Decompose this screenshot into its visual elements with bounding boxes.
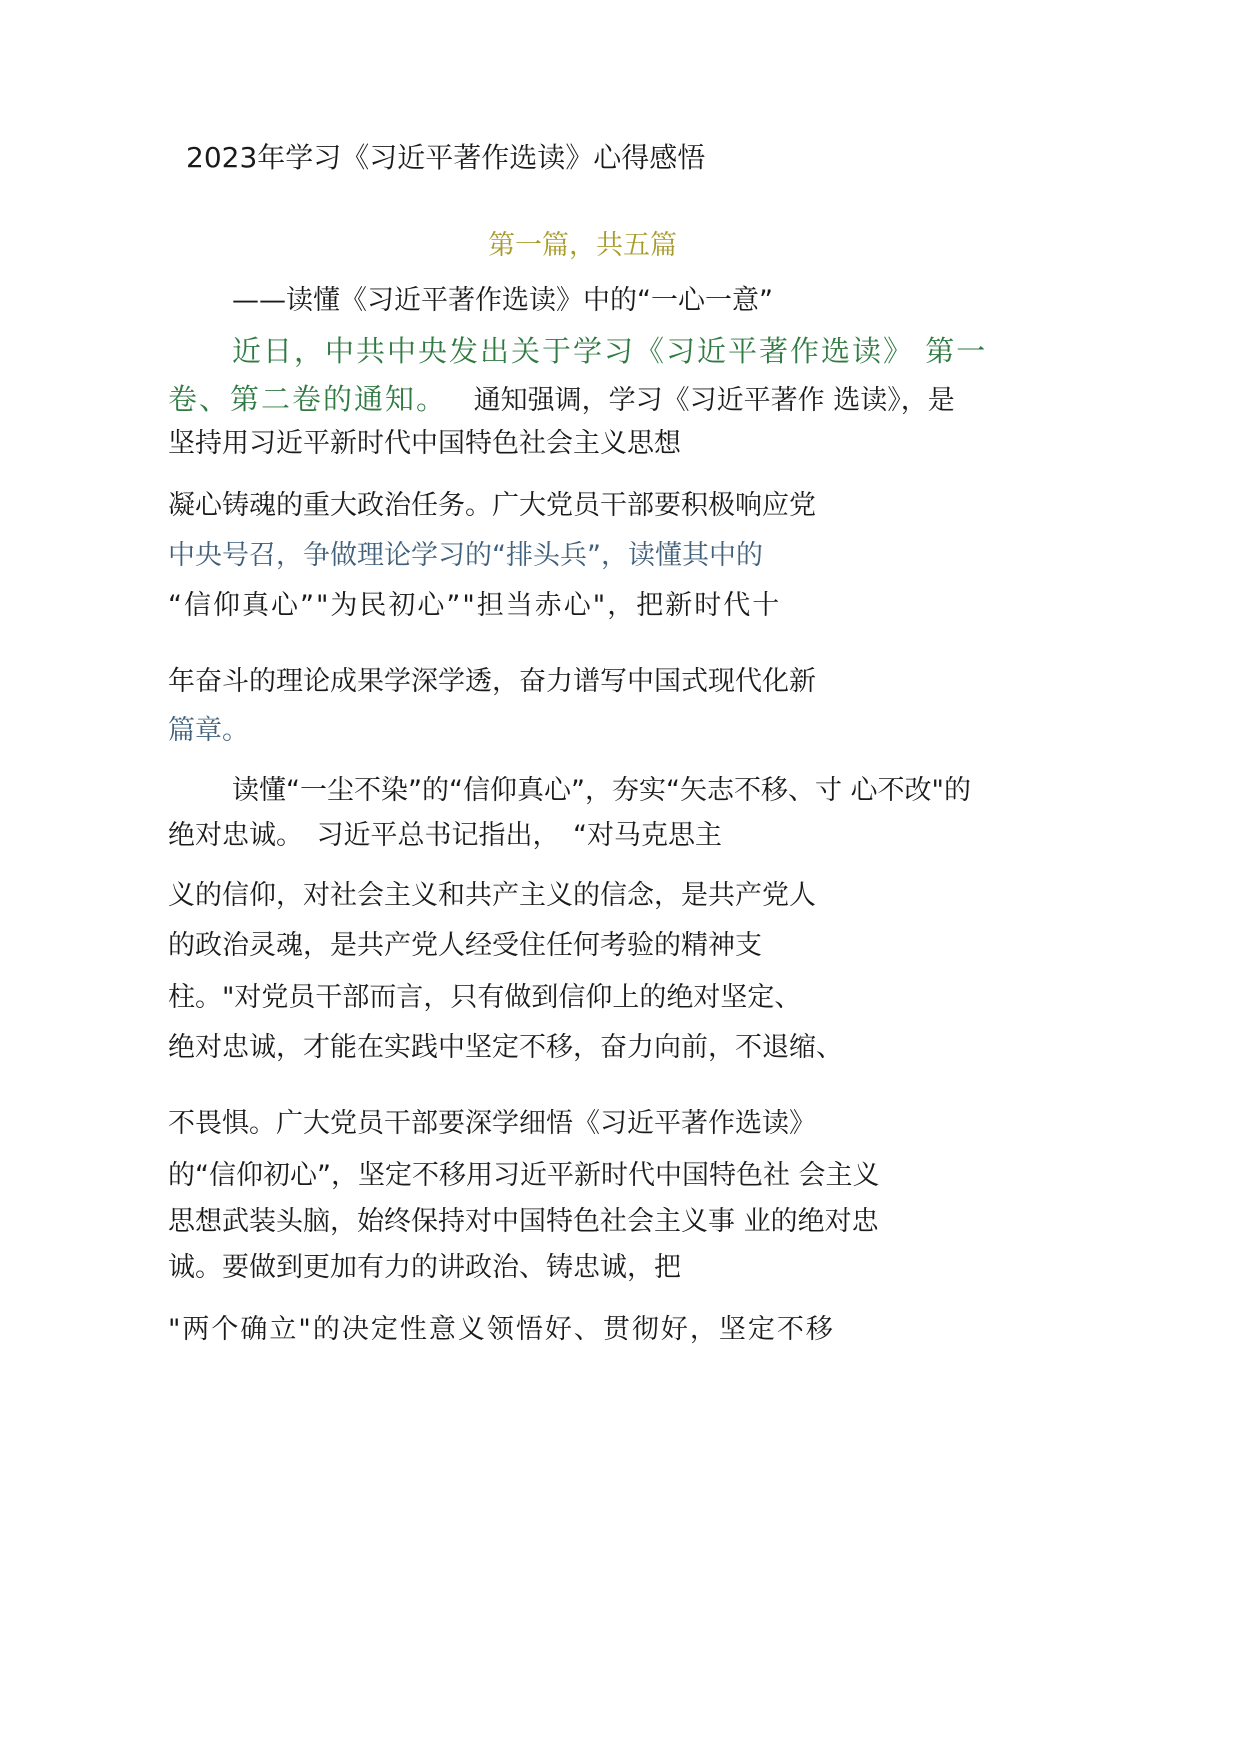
paragraph-line <box>168 381 955 419</box>
paragraph-line: 中央号召，争做理论学习的“排头兵”，读懂其中的 <box>168 540 763 571</box>
paragraph-line: "两个确立"的决定性意义领悟好、贯彻好，坚定不移 <box>168 1314 835 1345</box>
paragraph-line: “信仰真心”"为民初心”"担当赤心"，把新时代十 <box>168 590 782 621</box>
document-subtitle: 第一篇，共五篇 <box>488 230 677 261</box>
body-text: 通知强调，学习《习近平著作 选读》，是 <box>473 385 955 416</box>
paragraph-line: 不畏惧。广大党员干部要深学细悟《习近平著作选读》 <box>168 1108 816 1139</box>
paragraph-line: 诚。要做到更加有力的讲政治、铸忠诚，把 <box>168 1252 681 1283</box>
highlighted-text: 卷、第二卷的通知。 <box>168 382 448 416</box>
paragraph-line: 坚持用习近平新时代中国特色社会主义思想 <box>168 428 681 459</box>
paragraph-line: 读懂“一尘不染”的“信仰真心”，夯实“矢志不移、寸 心不改"的 <box>232 775 971 806</box>
paragraph-line: 绝对忠诚，才能在实践中坚定不移，奋力向前，不退缩、 <box>168 1032 843 1063</box>
paragraph-line: 的政治灵魂，是共产党人经受住任何考验的精神支 <box>168 930 762 961</box>
paragraph-line: 义的信仰，对社会主义和共产主义的信念，是共产党人 <box>168 880 816 911</box>
paragraph-line: 凝心铸魂的重大政治任务。广大党员干部要积极响应党 <box>168 490 816 521</box>
paragraph-line: 篇章。 <box>168 715 249 746</box>
paragraph-line: 近日，中共中央发出关于学习《习近平著作选读》 第一 <box>232 334 988 368</box>
paragraph-line: 思想武装头脑，始终保持对中国特色社会主义事 业的绝对忠 <box>168 1206 879 1237</box>
paragraph-line: 柱。"对党员干部而言，只有做到信仰上的绝对坚定、 <box>168 982 802 1013</box>
section-heading: ——读懂《习近平著作选读》中的“一心一意” <box>232 285 773 316</box>
paragraph-line: 绝对忠诚。 习近平总书记指出， “对马克思主 <box>168 820 722 851</box>
paragraph-line: 年奋斗的理论成果学深学透，奋力谱写中国式现代化新 <box>168 666 816 697</box>
paragraph-line: 的“信仰初心”，坚定不移用习近平新时代中国特色社 会主义 <box>168 1160 880 1191</box>
document-title: 2023年学习《习近平著作选读》心得感悟 <box>186 141 706 174</box>
